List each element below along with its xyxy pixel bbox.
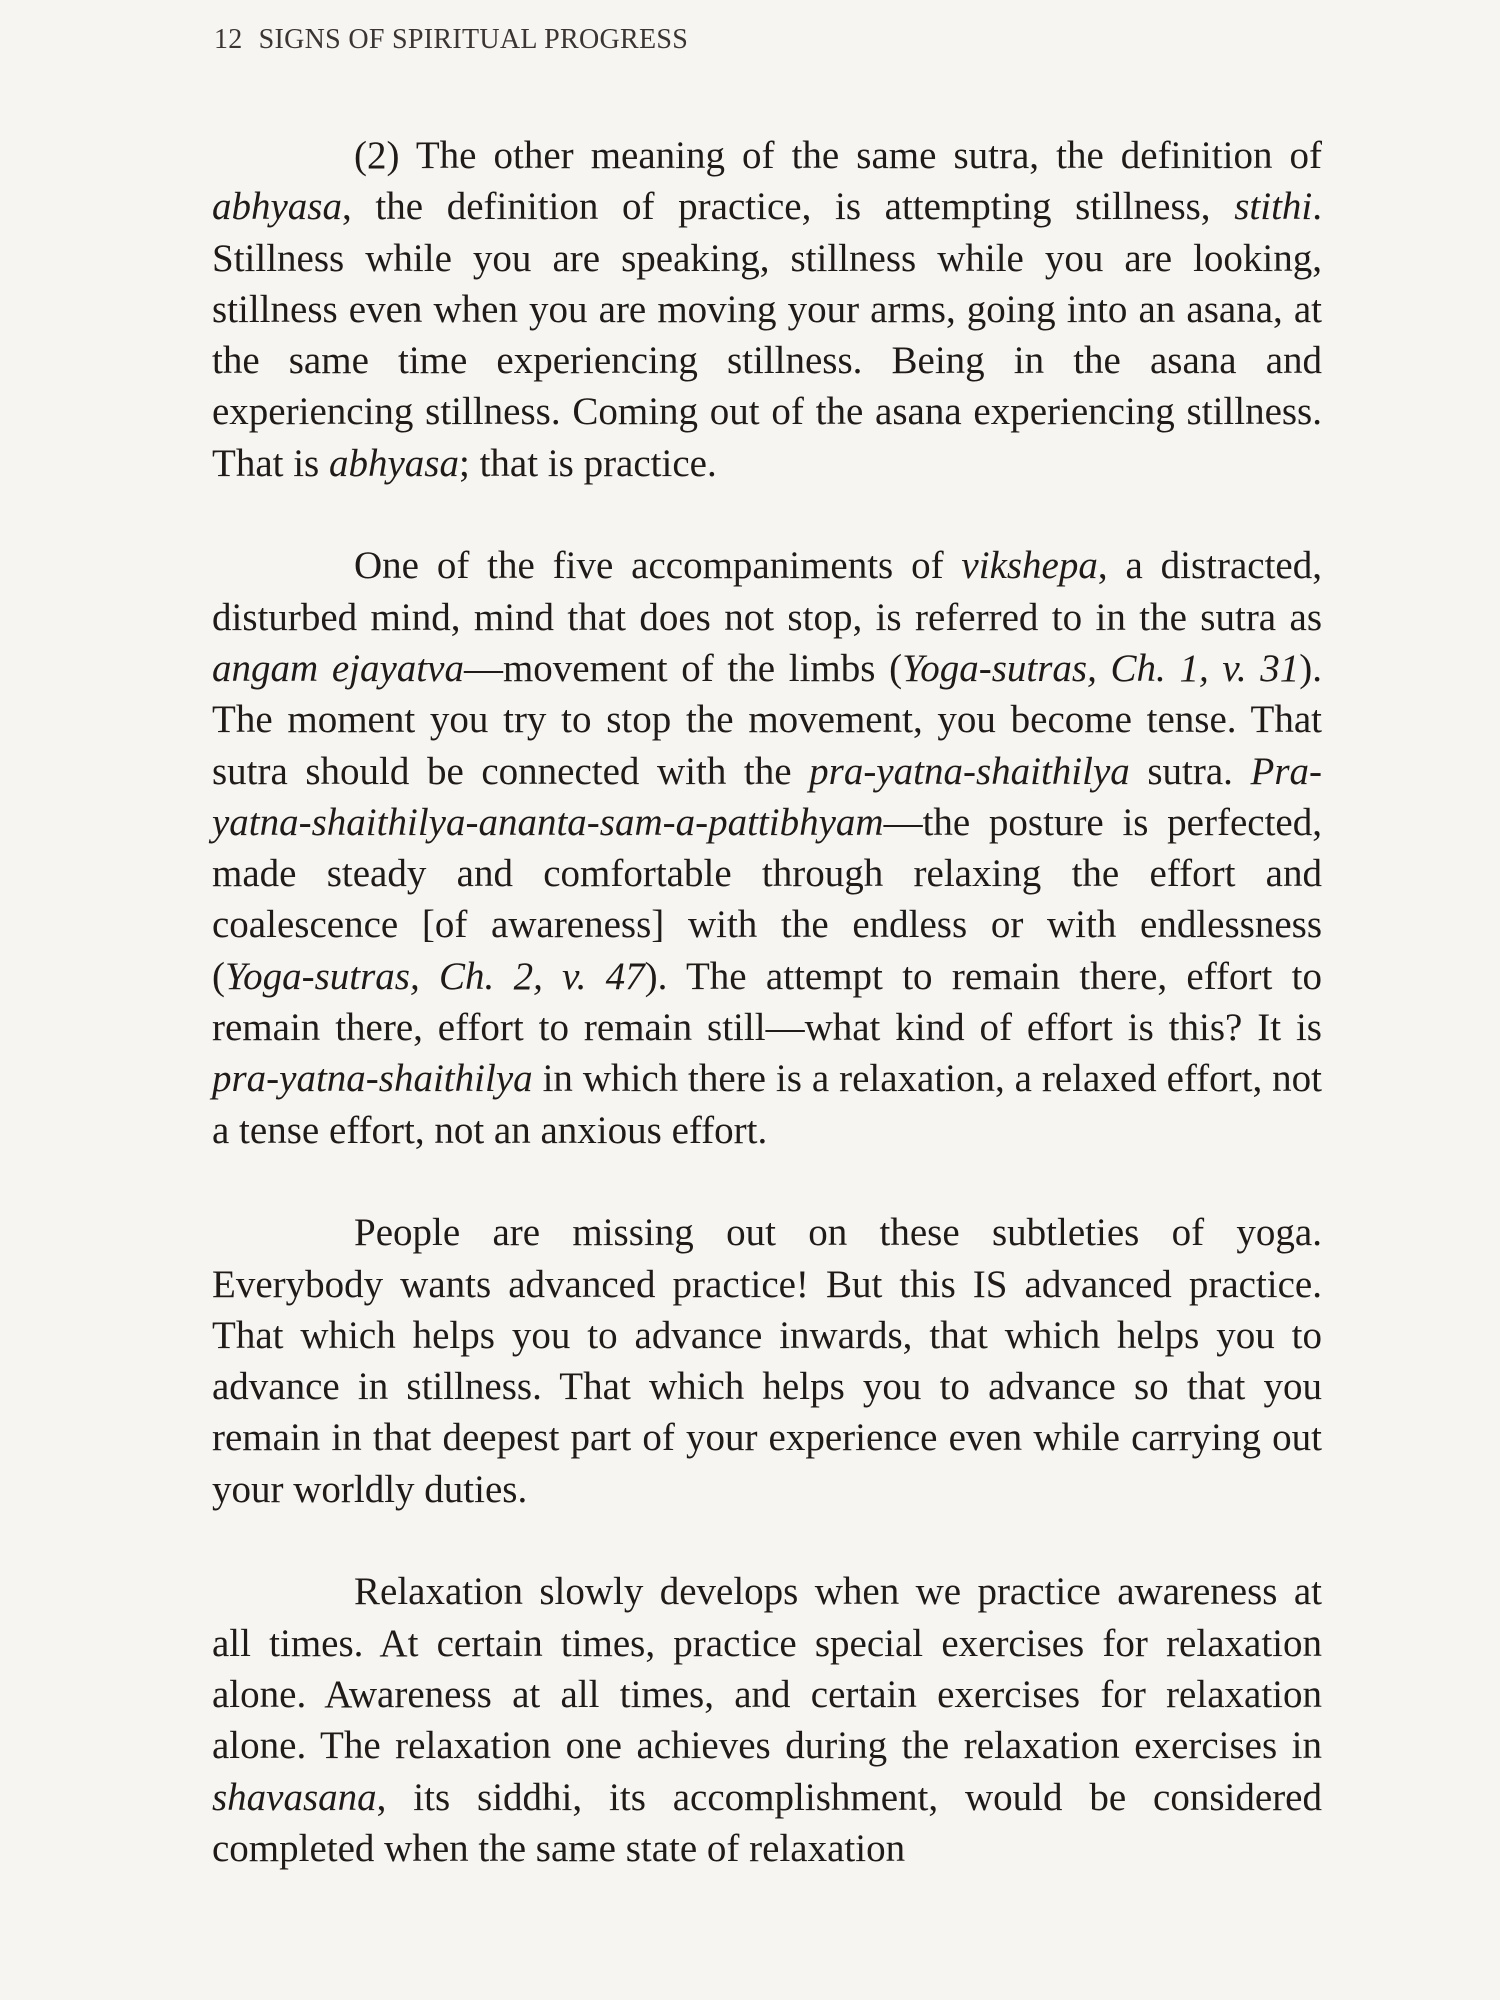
- text-segment: . Stillness while you are speaking, stillness while you are looking, stillness even when you are moving your arms, going into an asana, at the same time experiencing stillness. Being in the asana and experiencing stillness. Coming out of the asana experiencing stillness. That is: [212, 185, 1322, 485]
- text-segment: , the definition of practice, is attempting stillness,: [342, 185, 1235, 229]
- text-segment: sutra.: [1129, 749, 1251, 793]
- text-segment: ; that is practice.: [458, 441, 717, 485]
- paragraph-4: [212, 1566, 1322, 1874]
- text-segment: , its siddhi, its accomplishment, would be considered completed when the same state of relaxation: [212, 1775, 1322, 1870]
- text-segment: , a distracted, disturbed mind, mind that does not stop, is referred to in the sutra as: [212, 544, 1322, 639]
- italic-citation: Yoga-sutras, Ch. 2, v. 47: [225, 954, 645, 998]
- text-segment: ). The attempt to remain there, effort to remain there, effort to remain still—what kind of effort is this? It is: [212, 954, 1322, 1050]
- italic-term: pra-yatna-shaithilya: [212, 1057, 533, 1101]
- page-number: 12: [214, 24, 243, 55]
- italic-term: vikshepa: [961, 544, 1098, 588]
- text-segment: Relaxation slowly develops when we practice awareness at all times. At certain times, practice special exercises for relaxation alone. Awareness at all times, and certain exercises for relaxation alone. The relaxation one achieves during the relaxation exercises in: [212, 1570, 1322, 1768]
- italic-term: stithi: [1234, 185, 1313, 229]
- paragraph-1: [212, 130, 1322, 489]
- italic-term: abhyasa: [328, 441, 459, 485]
- text-segment: in which there is a relaxation, a relaxed effort, not a tense effort, not an anxious effort.: [212, 1057, 1322, 1152]
- paragraph-3: [212, 1207, 1322, 1515]
- text-segment: —movement of the limbs (: [463, 646, 903, 690]
- running-head: [214, 24, 688, 56]
- text-segment: ). The moment you try to stop the movement, you become tense. That sutra should be connected with the: [212, 646, 1322, 793]
- paragraph-2: [212, 540, 1322, 1156]
- italic-term: pra-yatna-shaithilya: [809, 749, 1130, 793]
- text-segment: (2) The other meaning of the same sutra, the definition of: [354, 134, 1322, 177]
- text-segment: One of the five accompaniments of: [354, 544, 962, 588]
- text-segment: —the posture is perfected, made steady and comfortable through relaxing the effort and coalescence [of awareness] with the endless or with endlessness (: [212, 800, 1322, 998]
- italic-term: shavasana: [212, 1775, 377, 1819]
- body-text: [212, 130, 1322, 1874]
- italic-term: angam ejayatva: [212, 646, 464, 690]
- text-segment: People are missing out on these subtleties of yoga. Everybody wants advanced practice! But this IS advanced practice. That which helps you to advance inwards, that which helps you to advance in stillness. That which helps you to advance so that you remain in that deepest part of your experience even while carrying out your worldly duties.: [212, 1211, 1322, 1511]
- italic-term: Pra-yatna-shaithilya-ananta-sam-a-pattibhyam: [212, 749, 1322, 844]
- italic-term: abhyasa: [212, 185, 342, 229]
- running-title: SIGNS OF SPIRITUAL PROGRESS: [258, 24, 689, 55]
- italic-citation: Yoga-sutras, Ch. 1, v. 31: [902, 646, 1300, 690]
